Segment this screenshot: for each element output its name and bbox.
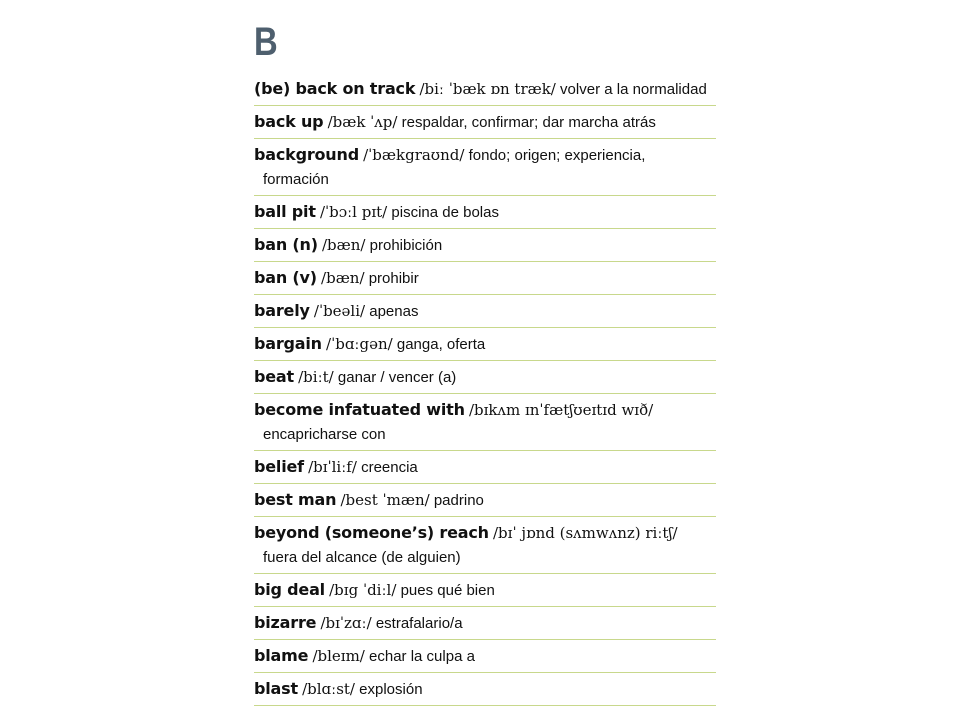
- entry-definition-continued: encapricharse con: [263, 426, 386, 443]
- entry-term: best man: [254, 490, 337, 509]
- entry-first-line: [254, 233, 716, 258]
- entry-term: belief: [254, 457, 304, 476]
- entry-pronunciation: /bɪˈliːf/: [308, 458, 357, 476]
- entry-first-line: [254, 143, 716, 168]
- entry-pronunciation: /bleɪm/: [312, 647, 365, 665]
- entry-pronunciation: /blɑːst/: [302, 680, 355, 698]
- glossary-entry: [254, 517, 716, 574]
- glossary-entry: [254, 229, 716, 262]
- glossary-entry: [254, 484, 716, 517]
- entry-term: barely: [254, 301, 310, 320]
- entry-first-line: [254, 332, 716, 357]
- entry-pronunciation: /ˈbɔːl pɪt/: [319, 203, 388, 221]
- glossary-entry: [254, 361, 716, 394]
- entry-first-line: [254, 200, 716, 225]
- entry-definition: prohibición: [369, 237, 443, 254]
- entry-term: ban (v): [254, 268, 317, 287]
- entry-definition-continued: formación: [263, 171, 329, 188]
- entry-definition: apenas: [369, 303, 419, 320]
- entry-first-line: [254, 110, 716, 135]
- glossary-entry: [254, 574, 716, 607]
- entry-term: back up: [254, 112, 324, 131]
- entry-pronunciation: /bæn/: [322, 236, 366, 254]
- entry-definition: fondo; origen; experiencia,: [468, 147, 646, 164]
- entry-pronunciation: /ˈbeəli/: [313, 302, 366, 320]
- entry-term: become infatuated with: [254, 400, 465, 419]
- glossary-entry: [254, 295, 716, 328]
- glossary-entry: [254, 139, 716, 196]
- entry-pronunciation: /ˈbɑːgən/: [326, 335, 393, 353]
- entry-first-line: [254, 488, 716, 513]
- entry-first-line: [254, 644, 716, 669]
- glossary-entry: [254, 196, 716, 229]
- entry-first-line: [254, 578, 716, 603]
- entry-definition: prohibir: [368, 270, 419, 287]
- entry-term: blame: [254, 646, 309, 665]
- entry-definition-continued: fuera del alcance (de alguien): [263, 549, 461, 566]
- entry-pronunciation: /bæn/: [321, 269, 365, 287]
- entry-term: big deal: [254, 580, 325, 599]
- glossary-entry: [254, 451, 716, 484]
- entry-definition: creencia: [361, 459, 418, 476]
- entry-first-line: [254, 398, 716, 423]
- entry-pronunciation: /biː ˈbæk ɒn træk/: [419, 80, 556, 98]
- entry-pronunciation: /bɪkʌm ɪnˈfætʃʊeɪtɪd wɪð/: [468, 401, 654, 419]
- glossary-entry: [254, 640, 716, 673]
- entry-first-line: [254, 77, 716, 102]
- entry-term: bizarre: [254, 613, 317, 632]
- glossary-entry: [254, 394, 716, 451]
- glossary-entry: [254, 73, 716, 106]
- glossary-entry: [254, 262, 716, 295]
- entry-term: bargain: [254, 334, 322, 353]
- entry-first-line: [254, 521, 716, 546]
- glossary-entry: [254, 607, 716, 640]
- entry-term: ball pit: [254, 202, 316, 221]
- section-letter-heading: B: [254, 20, 277, 64]
- glossary-entry-list: [254, 73, 716, 706]
- entry-pronunciation: /biːt/: [298, 368, 334, 386]
- entry-pronunciation: /bɪg ˈdiːl/: [329, 581, 397, 599]
- entry-definition: respaldar, confirmar; dar marcha atrás: [401, 114, 656, 131]
- entry-definition: pues qué bien: [400, 582, 495, 599]
- entry-pronunciation: /bɪˈzɑː/: [320, 614, 372, 632]
- glossary-page: [254, 22, 716, 706]
- entry-first-line: [254, 266, 716, 291]
- entry-term: (be) back on track: [254, 79, 416, 98]
- entry-first-line: [254, 299, 716, 324]
- entry-definition: padrino: [433, 492, 484, 509]
- entry-first-line: [254, 455, 716, 480]
- entry-pronunciation: /ˈbækgraʊnd/: [363, 146, 465, 164]
- entry-first-line: [254, 677, 716, 702]
- entry-definition: estrafalario/a: [375, 615, 463, 632]
- entry-term: ban (n): [254, 235, 318, 254]
- glossary-entry: [254, 328, 716, 361]
- entry-first-line: [254, 365, 716, 390]
- entry-definition: explosión: [359, 681, 423, 698]
- entry-pronunciation: /bɪˈ jɒnd (sʌmwʌnz) riːtʃ/: [493, 524, 678, 542]
- entry-term: blast: [254, 679, 298, 698]
- entry-term: beat: [254, 367, 294, 386]
- glossary-entry: [254, 673, 716, 706]
- entry-definition: volver a la normalidad: [560, 81, 707, 98]
- glossary-entry: [254, 106, 716, 139]
- entry-definition: piscina de bolas: [391, 204, 499, 221]
- entry-definition: ganga, oferta: [396, 336, 486, 353]
- entry-definition: echar la culpa a: [369, 648, 475, 665]
- entry-definition: ganar / vencer (a): [337, 369, 457, 386]
- entry-term: background: [254, 145, 359, 164]
- entry-first-line: [254, 611, 716, 636]
- entry-term: beyond (someone’s) reach: [254, 523, 489, 542]
- entry-pronunciation: /bæk ˈʌp/: [327, 113, 398, 131]
- entry-pronunciation: /best ˈmæn/: [340, 491, 430, 509]
